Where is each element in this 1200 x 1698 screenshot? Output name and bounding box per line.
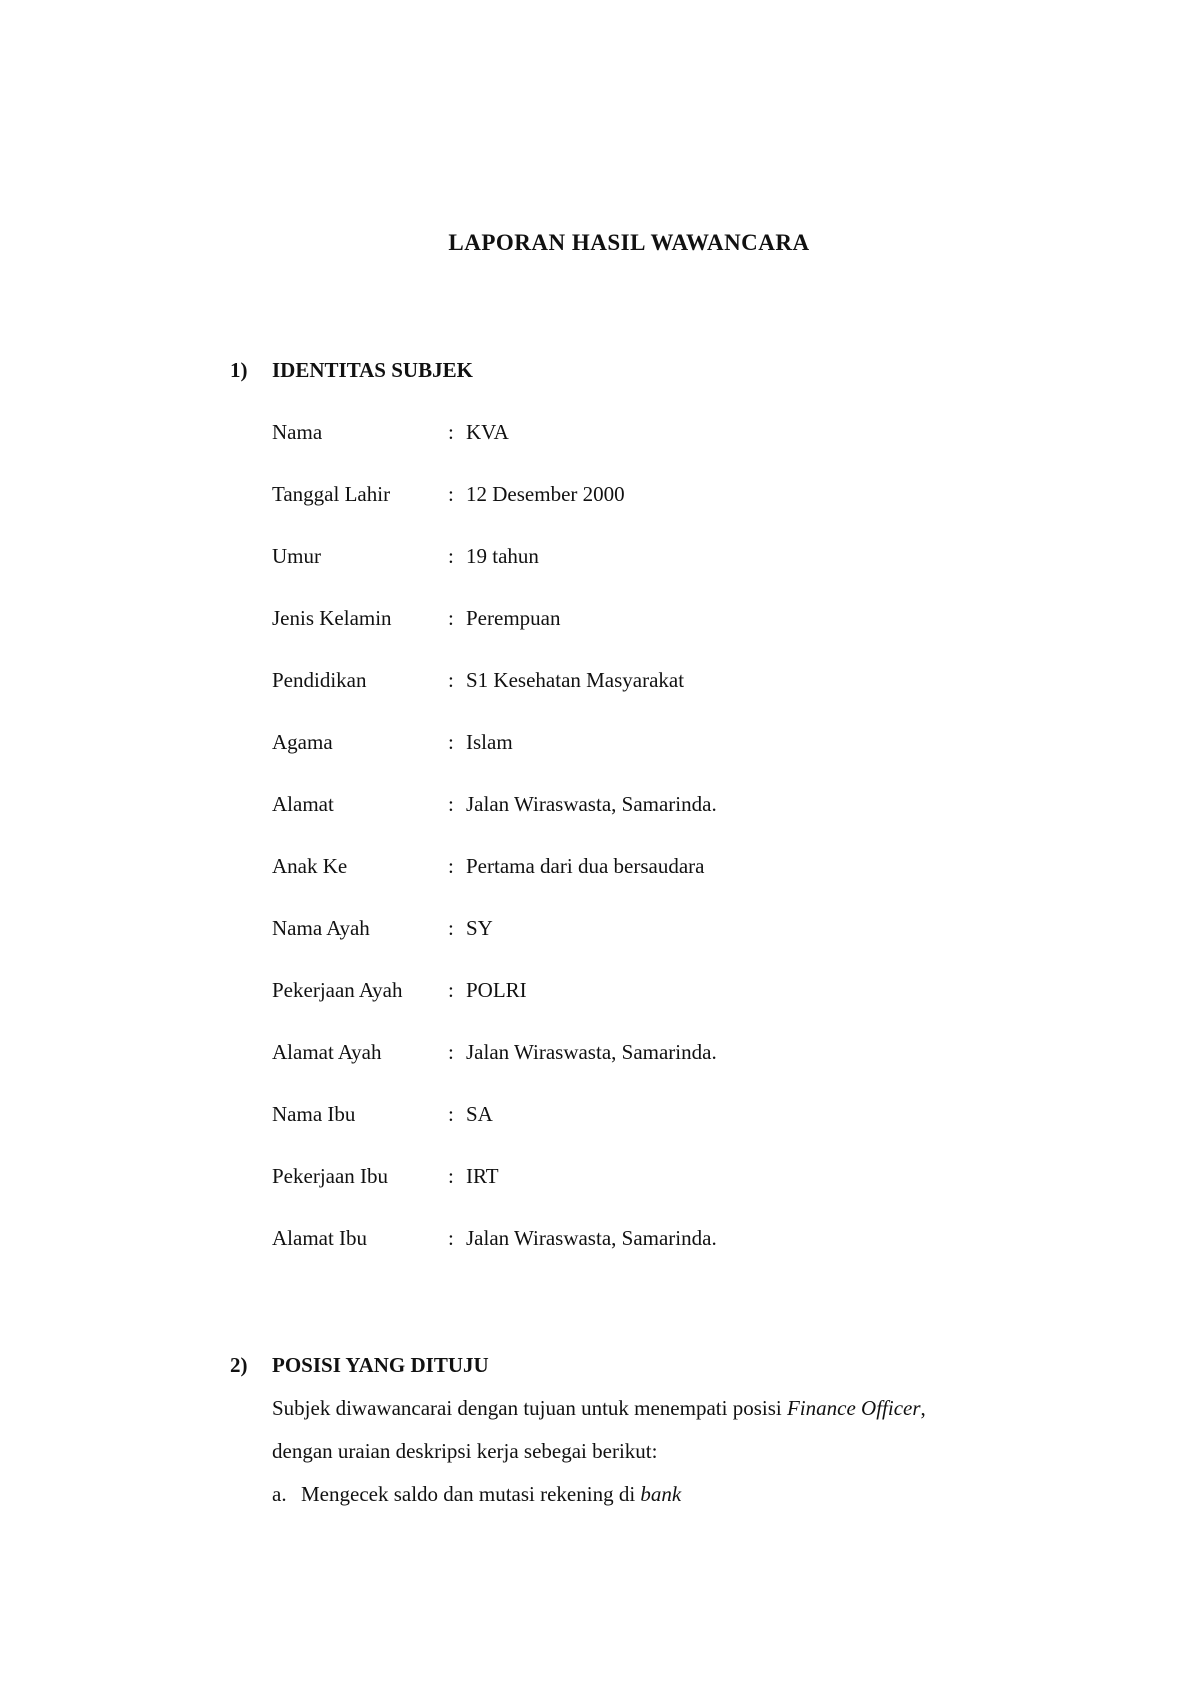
section-2-number: 2) <box>230 1353 248 1377</box>
list-marker: a. <box>272 1482 287 1506</box>
identity-label: Nama Ayah <box>272 916 370 940</box>
identity-label: Alamat Ibu <box>272 1226 368 1250</box>
section-2-paragraph-line-1 <box>272 1396 926 1421</box>
identity-label: Umur <box>272 544 321 568</box>
identity-value: Perempuan <box>466 606 561 630</box>
identity-colon: : <box>448 1040 454 1064</box>
identity-value: Islam <box>466 730 513 754</box>
identity-value: 12 Desember 2000 <box>466 482 625 506</box>
paragraph-punctuation: , <box>920 1396 926 1420</box>
identity-label: Jenis Kelamin <box>272 606 392 630</box>
identity-colon: : <box>448 978 454 1002</box>
identity-value: KVA <box>466 420 509 444</box>
identity-value: Jalan Wiraswasta, Samarinda. <box>466 792 717 816</box>
identity-label: Nama <box>272 420 323 444</box>
identity-colon: : <box>448 1226 454 1250</box>
identity-label: Anak Ke <box>272 854 348 878</box>
identity-colon: : <box>448 482 454 506</box>
paragraph-text: Subjek diwawancarai dengan tujuan untuk menempati posisi <box>272 1396 787 1420</box>
identity-value: SY <box>466 916 493 940</box>
identity-colon: : <box>448 1164 454 1188</box>
identity-label: Pekerjaan Ibu <box>272 1164 389 1188</box>
identity-value: Pertama dari dua bersaudara <box>466 854 705 878</box>
identity-colon: : <box>448 792 454 816</box>
identity-label: Nama Ibu <box>272 1102 356 1126</box>
identity-value: SA <box>466 1102 493 1126</box>
list-item-text: Mengecek saldo dan mutasi rekening di <box>301 1482 641 1506</box>
list-item-italic-term: bank <box>640 1482 682 1506</box>
list-item <box>301 1482 681 1507</box>
identity-value: Jalan Wiraswasta, Samarinda. <box>466 1226 717 1250</box>
identity-value: Jalan Wiraswasta, Samarinda. <box>466 1040 717 1064</box>
document-title: LAPORAN HASIL WAWANCARA <box>448 230 810 255</box>
identity-colon: : <box>448 730 454 754</box>
section-1-number: 1) <box>230 358 248 382</box>
identity-colon: : <box>448 606 454 630</box>
identity-colon: : <box>448 916 454 940</box>
identity-colon: : <box>448 544 454 568</box>
identity-label: Alamat Ayah <box>272 1040 382 1064</box>
identity-value: IRT <box>466 1164 499 1188</box>
section-1-heading: IDENTITAS SUBJEK <box>272 358 473 382</box>
identity-colon: : <box>448 420 454 444</box>
identity-value: S1 Kesehatan Masyarakat <box>466 668 685 692</box>
section-2-paragraph-line-2: dengan uraian deskripsi kerja sebegai berikut: <box>272 1439 658 1463</box>
section-2-heading: POSISI YANG DITUJU <box>272 1353 489 1377</box>
identity-colon: : <box>448 854 454 878</box>
identity-label: Tanggal Lahir <box>272 482 391 506</box>
identity-label: Pendidikan <box>272 668 367 692</box>
identity-label: Alamat <box>272 792 334 816</box>
identity-label: Pekerjaan Ayah <box>272 978 403 1002</box>
identity-label: Agama <box>272 730 333 754</box>
identity-value: POLRI <box>466 978 527 1002</box>
identity-colon: : <box>448 668 454 692</box>
identity-colon: : <box>448 1102 454 1126</box>
paragraph-italic-term: Finance Officer <box>786 1396 921 1420</box>
identity-value: 19 tahun <box>466 544 539 568</box>
